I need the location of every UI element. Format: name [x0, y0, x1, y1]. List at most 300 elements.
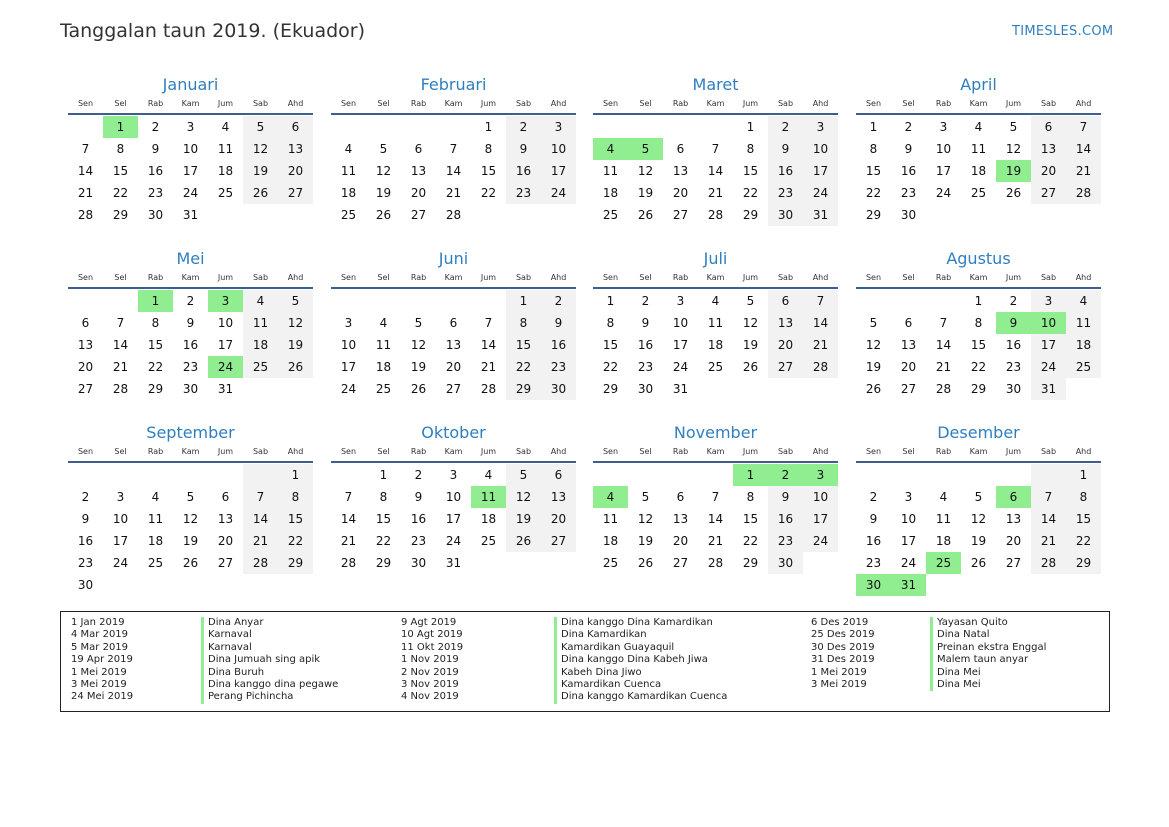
weekday-label: Kam: [706, 273, 725, 282]
legend-date: 6 Des 2019: [811, 617, 869, 628]
day-cell: 21: [803, 334, 838, 356]
day-cell: 26: [375, 208, 392, 222]
day-cell: 16: [637, 338, 654, 352]
day-cell: 13: [410, 164, 427, 178]
day-cell: 20: [672, 186, 689, 200]
empty-cell: [698, 378, 733, 400]
day-cell: 25: [1066, 356, 1101, 378]
day-cell: 17: [217, 338, 234, 352]
day-cell: 29: [112, 208, 129, 222]
day-cell: 18: [340, 186, 357, 200]
day-cell: 16: [900, 164, 917, 178]
empty-cell: [663, 464, 698, 486]
day-cell: 3: [116, 490, 125, 504]
day-cell: 19: [375, 186, 392, 200]
day-cell: 29: [602, 382, 619, 396]
day-cell: 20: [217, 534, 234, 548]
day-cell: 21: [1031, 530, 1066, 552]
day-cell: 10: [672, 316, 689, 330]
empty-cell: [243, 204, 278, 226]
day-cell: 19: [637, 186, 654, 200]
day-cell: 26: [506, 530, 541, 552]
day-cell: 3: [186, 120, 195, 134]
day-cell: 10: [1031, 312, 1066, 334]
day-cell: 27: [410, 208, 427, 222]
month-mei: [68, 248, 313, 400]
weekday-label: Jum: [1005, 99, 1022, 108]
day-cell: 8: [974, 316, 983, 330]
day-cell: 1: [484, 120, 493, 134]
day-cell: 8: [869, 142, 878, 156]
day-cell: 20: [1005, 534, 1022, 548]
weekday-label: Ahd: [1075, 447, 1092, 456]
day-cell: 7: [1031, 486, 1066, 508]
day-cell: 15: [375, 512, 392, 526]
legend-date: 1 Jan 2019: [71, 617, 125, 628]
day-cell: 21: [340, 534, 357, 548]
day-cell: 7: [1066, 116, 1101, 138]
day-cell: 9: [186, 316, 195, 330]
empty-cell: [541, 552, 576, 574]
day-cell: 13: [1005, 512, 1022, 526]
day-cell: 1: [746, 120, 755, 134]
day-cell: 14: [1066, 138, 1101, 160]
day-cell: 31: [445, 556, 462, 570]
legend-date: 11 Okt 2019: [401, 641, 464, 653]
day-cell: 23: [900, 186, 917, 200]
day-cell: 27: [77, 382, 94, 396]
day-cell: 18: [217, 164, 234, 178]
day-cell: 27: [541, 530, 576, 552]
weekday-label: Sel: [377, 273, 390, 282]
day-cell: 24: [208, 356, 243, 378]
day-cell: 2: [869, 490, 878, 504]
day-cell: 6: [541, 464, 576, 486]
empty-cell: [331, 116, 366, 138]
day-cell: 9: [151, 142, 160, 156]
day-cell: 14: [112, 338, 129, 352]
day-cell: 25: [602, 208, 619, 222]
day-cell: 3: [344, 316, 353, 330]
day-cell: 5: [641, 490, 650, 504]
day-cell: 11: [970, 142, 987, 156]
day-cell: 5: [278, 290, 313, 312]
day-cell: 5: [414, 316, 423, 330]
empty-cell: [541, 204, 576, 226]
day-cell: 25: [602, 556, 619, 570]
weekday-label: Ahd: [1075, 273, 1092, 282]
day-cell: 22: [742, 186, 759, 200]
day-cell: 4: [939, 490, 948, 504]
day-cell: 8: [746, 142, 755, 156]
weekday-label: Ahd: [550, 99, 567, 108]
weekday-header: [331, 271, 576, 289]
day-cell: 24: [445, 534, 462, 548]
weekday-label: Sel: [114, 273, 127, 282]
month-name: September: [146, 423, 235, 442]
day-cell: 28: [803, 356, 838, 378]
legend-holiday-name: Kamardikan Guayaquil: [561, 641, 675, 653]
month-name: Mei: [176, 249, 205, 268]
day-cell: 12: [1005, 142, 1022, 156]
day-cell: 10: [340, 338, 357, 352]
weekday-label: Ahd: [550, 273, 567, 282]
day-cell: 25: [480, 534, 497, 548]
weekday-label: Rab: [672, 447, 689, 456]
month-name: Juli: [703, 249, 728, 268]
day-cell: 4: [344, 142, 353, 156]
day-cell: 26: [637, 556, 654, 570]
legend-date: 19 Apr 2019: [71, 654, 133, 666]
day-cell: 24: [672, 360, 689, 374]
legend-date: 9 Agt 2019: [401, 617, 457, 628]
weekday-label: Jum: [742, 99, 759, 108]
day-cell: 22: [742, 534, 759, 548]
weekday-label: Sen: [865, 273, 882, 282]
day-cell: 12: [742, 316, 759, 330]
empty-cell: [856, 464, 891, 486]
weekday-label: Rab: [935, 447, 952, 456]
day-cell: 5: [243, 116, 278, 138]
empty-cell: [68, 464, 103, 486]
empty-cell: [278, 204, 313, 226]
day-cell: 15: [112, 164, 129, 178]
day-cell: 4: [484, 468, 493, 482]
weekday-label: Sen: [865, 447, 882, 456]
day-cell: 21: [243, 530, 278, 552]
day-cell: 25: [375, 382, 392, 396]
day-cell: 17: [1031, 334, 1066, 356]
day-cell: 26: [742, 360, 759, 374]
day-cell: 15: [742, 164, 759, 178]
day-cell: 13: [672, 512, 689, 526]
day-cell: 6: [676, 142, 685, 156]
weekday-label: Sen: [340, 99, 357, 108]
day-cell: 19: [637, 534, 654, 548]
day-cell: 31: [803, 204, 838, 226]
day-cell: 1: [869, 120, 878, 134]
day-cell: 16: [147, 164, 164, 178]
weekday-header: [68, 445, 313, 463]
weekday-label: Sen: [77, 273, 94, 282]
empty-cell: [278, 378, 313, 400]
weekday-label: Ahd: [287, 99, 304, 108]
day-grid: [68, 464, 313, 596]
day-cell: 8: [606, 316, 615, 330]
day-cell: 29: [147, 382, 164, 396]
weekday-label: Jum: [480, 99, 497, 108]
day-cell: 10: [900, 512, 917, 526]
empty-cell: [243, 378, 278, 400]
day-cell: 1: [138, 290, 173, 312]
day-cell: 24: [935, 186, 952, 200]
day-cell: 2: [186, 294, 195, 308]
day-cell: 25: [707, 360, 724, 374]
weekday-header: [856, 97, 1101, 115]
weekday-label: Sen: [865, 99, 882, 108]
day-cell: 9: [996, 312, 1031, 334]
legend-holiday-name: Dina kanggo Dina Kamardikan: [561, 617, 713, 628]
legend-date: 4 Mar 2019: [71, 629, 129, 641]
day-cell: 7: [449, 142, 458, 156]
day-cell: 24: [803, 530, 838, 552]
day-cell: 18: [1066, 334, 1101, 356]
weekday-label: Kam: [444, 447, 463, 456]
day-cell: 22: [970, 360, 987, 374]
day-cell: 7: [344, 490, 353, 504]
empty-cell: [68, 290, 103, 312]
day-cell: 30: [147, 208, 164, 222]
day-cell: 22: [1066, 530, 1101, 552]
weekday-label: Sel: [639, 273, 652, 282]
day-cell: 14: [445, 164, 462, 178]
day-cell: 12: [410, 338, 427, 352]
legend-dates: [401, 617, 463, 704]
weekday-label: Sab: [777, 447, 794, 456]
day-cell: 24: [803, 182, 838, 204]
site-link[interactable]: TIMESLES.COM: [1012, 24, 1114, 39]
day-cell: 31: [891, 574, 926, 596]
day-cell: 1: [278, 464, 313, 486]
day-grid: [331, 116, 576, 226]
day-cell: 30: [410, 556, 427, 570]
day-cell: 17: [541, 160, 576, 182]
day-cell: 31: [1031, 378, 1066, 400]
day-cell: 11: [471, 486, 506, 508]
legend-date: 3 Mei 2019: [811, 679, 867, 691]
day-cell: 11: [217, 142, 234, 156]
day-cell: 7: [484, 316, 493, 330]
day-cell: 19: [410, 360, 427, 374]
day-cell: 6: [768, 290, 803, 312]
day-cell: 11: [340, 164, 357, 178]
weekday-label: Sab: [777, 273, 794, 282]
weekday-header: [593, 445, 838, 463]
day-cell: 10: [217, 316, 234, 330]
day-cell: 16: [541, 334, 576, 356]
day-cell: 3: [1031, 290, 1066, 312]
day-cell: 1: [506, 290, 541, 312]
day-cell: 5: [746, 294, 755, 308]
day-cell: 22: [112, 186, 129, 200]
day-cell: 21: [445, 186, 462, 200]
day-cell: 15: [602, 338, 619, 352]
weekday-label: Jum: [217, 273, 234, 282]
empty-cell: [926, 204, 961, 226]
day-cell: 18: [970, 164, 987, 178]
weekday-label: Sen: [77, 99, 94, 108]
day-cell: 16: [410, 512, 427, 526]
month-januari: [68, 74, 313, 226]
day-cell: 17: [900, 534, 917, 548]
weekday-label: Sab: [252, 273, 269, 282]
day-cell: 28: [1066, 182, 1101, 204]
day-cell: 21: [935, 360, 952, 374]
weekday-header: [68, 271, 313, 289]
weekday-header: [68, 97, 313, 115]
day-cell: 4: [379, 316, 388, 330]
day-cell: 20: [768, 334, 803, 356]
day-cell: 23: [865, 556, 882, 570]
day-cell: 6: [278, 116, 313, 138]
day-cell: 23: [637, 360, 654, 374]
day-cell: 10: [112, 512, 129, 526]
empty-cell: [138, 464, 173, 486]
day-cell: 18: [707, 338, 724, 352]
day-grid: [856, 290, 1101, 400]
day-cell: 15: [865, 164, 882, 178]
day-cell: 21: [707, 186, 724, 200]
page-title: Tanggalan taun 2019. (Ekuador): [60, 20, 365, 42]
weekday-header: [856, 445, 1101, 463]
day-cell: 11: [375, 338, 392, 352]
day-grid: [68, 290, 313, 400]
day-cell: 17: [672, 338, 689, 352]
empty-cell: [1066, 378, 1101, 400]
day-cell: 12: [865, 338, 882, 352]
day-cell: 31: [672, 382, 689, 396]
legend-holiday-name: Dina Mei: [937, 679, 981, 691]
legend-date: 3 Nov 2019: [401, 679, 459, 691]
day-cell: 26: [865, 382, 882, 396]
empty-cell: [926, 290, 961, 312]
empty-cell: [1066, 204, 1101, 226]
month-februari: [331, 74, 576, 226]
weekday-header: [593, 97, 838, 115]
legend-date: 3 Mei 2019: [71, 679, 127, 691]
day-cell: 7: [711, 142, 720, 156]
holiday-legend: [60, 611, 1110, 712]
day-cell: 28: [707, 556, 724, 570]
day-cell: 2: [768, 116, 803, 138]
legend-date: 10 Agt 2019: [401, 629, 463, 641]
day-cell: 27: [278, 182, 313, 204]
day-grid: [856, 116, 1101, 226]
month-name: November: [673, 423, 758, 442]
day-cell: 26: [278, 356, 313, 378]
day-cell: 7: [243, 486, 278, 508]
day-cell: 25: [926, 552, 961, 574]
legend-names: [554, 617, 727, 704]
day-cell: 29: [375, 556, 392, 570]
weekday-label: Sel: [902, 273, 915, 282]
day-cell: 12: [637, 512, 654, 526]
day-cell: 9: [904, 142, 913, 156]
weekday-label: Ahd: [812, 99, 829, 108]
day-cell: 3: [803, 116, 838, 138]
month-name: Maret: [692, 75, 739, 94]
empty-cell: [208, 574, 243, 596]
empty-cell: [663, 116, 698, 138]
day-cell: 15: [970, 338, 987, 352]
empty-cell: [1066, 574, 1101, 596]
day-cell: 2: [506, 116, 541, 138]
day-cell: 3: [449, 468, 458, 482]
weekday-label: Sen: [340, 273, 357, 282]
weekday-header: [331, 97, 576, 115]
day-cell: 16: [77, 534, 94, 548]
empty-cell: [698, 464, 733, 486]
empty-cell: [1031, 204, 1066, 226]
day-cell: 20: [410, 186, 427, 200]
day-cell: 22: [506, 356, 541, 378]
weekday-label: Rab: [672, 273, 689, 282]
weekday-label: Rab: [410, 99, 427, 108]
day-cell: 14: [803, 312, 838, 334]
day-grid: [593, 464, 838, 574]
day-cell: 24: [182, 186, 199, 200]
day-cell: 13: [77, 338, 94, 352]
empty-cell: [138, 574, 173, 596]
day-cell: 3: [803, 464, 838, 486]
day-cell: 19: [243, 160, 278, 182]
legend-holiday-name: Dina kanggo Dina Kabeh Jiwa: [561, 654, 708, 666]
day-cell: 23: [1005, 360, 1022, 374]
day-cell: 7: [803, 290, 838, 312]
day-cell: 16: [768, 160, 803, 182]
month-april: [856, 74, 1101, 226]
day-cell: 9: [869, 512, 878, 526]
weekday-label: Sab: [515, 273, 532, 282]
empty-cell: [1031, 574, 1066, 596]
legend-date: 2 Nov 2019: [401, 666, 459, 678]
weekday-label: Jum: [480, 447, 497, 456]
day-cell: 16: [506, 160, 541, 182]
empty-cell: [331, 464, 366, 486]
day-cell: 23: [768, 530, 803, 552]
day-cell: 22: [278, 530, 313, 552]
day-cell: 26: [182, 556, 199, 570]
day-cell: 31: [182, 208, 199, 222]
empty-cell: [856, 290, 891, 312]
day-cell: 23: [506, 182, 541, 204]
day-cell: 10: [803, 486, 838, 508]
day-cell: 8: [1066, 486, 1101, 508]
day-cell: 3: [541, 116, 576, 138]
empty-cell: [593, 116, 628, 138]
day-cell: 3: [676, 294, 685, 308]
day-cell: 31: [217, 382, 234, 396]
day-cell: 23: [768, 182, 803, 204]
day-cell: 21: [77, 186, 94, 200]
month-name: Februari: [420, 75, 487, 94]
day-cell: 5: [506, 464, 541, 486]
day-cell: 7: [116, 316, 125, 330]
day-cell: 12: [278, 312, 313, 334]
day-cell: 13: [1031, 138, 1066, 160]
weekday-label: Sab: [515, 447, 532, 456]
day-cell: 5: [186, 490, 195, 504]
day-cell: 18: [147, 534, 164, 548]
day-cell: 13: [217, 512, 234, 526]
day-cell: 22: [602, 360, 619, 374]
empty-cell: [366, 290, 401, 312]
day-cell: 11: [147, 512, 164, 526]
day-cell: 19: [865, 360, 882, 374]
day-cell: 6: [414, 142, 423, 156]
day-cell: 18: [602, 186, 619, 200]
day-cell: 6: [676, 490, 685, 504]
weekday-label: Jum: [480, 273, 497, 282]
day-cell: 12: [970, 512, 987, 526]
weekday-label: Sel: [114, 99, 127, 108]
weekday-label: Sel: [114, 447, 127, 456]
weekday-label: Rab: [935, 273, 952, 282]
day-cell: 28: [1031, 552, 1066, 574]
weekday-label: Sen: [77, 447, 94, 456]
day-cell: 23: [410, 534, 427, 548]
day-cell: 25: [243, 356, 278, 378]
